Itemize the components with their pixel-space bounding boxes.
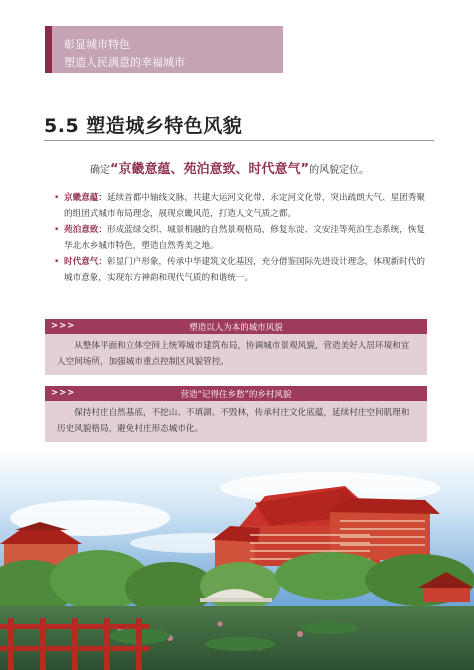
bullet-item: [50, 223, 430, 254]
landscape-photo: [0, 448, 474, 670]
bullet-text: 形成蓝绿交织、城景相融的自然景观格局，修复东淀、文安洼等苑泊生态系统，恢复华北水乡城市特色，塑造自然秀美之地。: [64, 225, 425, 251]
box-arrows: >>>: [51, 388, 76, 398]
bullet-dot-icon: •: [54, 257, 60, 267]
bullet-item: [50, 255, 430, 286]
box-body: 从整体平面和立体空间上统筹城市建筑布局，协调城市景观风貌，营造美好人居环境和宜人空间场所，加强城市重点控制区风貌管控。: [45, 334, 427, 375]
bullet-list: [50, 191, 430, 287]
rural-style-box: [45, 386, 427, 442]
section-title: 5.5 塑造城乡特色风貌: [44, 115, 243, 137]
intro-paragraph: [90, 158, 369, 177]
landscape-illustration: [0, 448, 474, 670]
box-heading: 塑造以人为本的城市风貌: [189, 323, 283, 333]
bullet-text: 彰显门户形象，传承中华建筑文化基因，充分借鉴国际先进设计理念，体现新时代的城市意象，实现东方神韵和现代气质的和谐统一。: [64, 257, 425, 283]
header-accent-bar: [45, 26, 52, 73]
intro-suffix: 的风貌定位。: [309, 165, 370, 176]
bullet-dot-icon: •: [54, 193, 60, 203]
bullet-term: 京畿意蕴：: [64, 193, 107, 203]
header-subtitle-1: 彰显城市特色: [64, 38, 130, 51]
box-heading: 营造“记得住乡愁”的乡村风貌: [180, 390, 292, 400]
box-arrows: >>>: [51, 321, 76, 331]
intro-prefix: 确定: [90, 165, 110, 176]
box-body: 保持村庄自然基底，不挖山、不填湖、不毁林，传承村庄文化底蕴，延续村庄空间肌理和历史风貌格局，避免村庄形态城市化。: [45, 401, 427, 442]
bullet-text: 延续首都中轴线文脉，共建大运河文化带、永定河文化带，突出疏朗大气、星团秀聚的组团式城市布局理念，展现京畿风范，打造人文气质之都。: [64, 193, 425, 219]
bullet-term: 苑泊意致：: [64, 225, 107, 235]
title-divider: [44, 140, 434, 141]
intro-quote: “京畿意蕴、苑泊意致、时代意气”: [110, 162, 310, 177]
box-header: [45, 319, 427, 334]
bullet-term: 时代意气：: [64, 257, 107, 267]
box-header: [45, 386, 427, 401]
urban-style-box: [45, 319, 427, 375]
bullet-item: [50, 191, 430, 222]
header-subtitle-2: 塑造人民满意的幸福城市: [64, 56, 185, 69]
bullet-dot-icon: •: [54, 225, 60, 235]
